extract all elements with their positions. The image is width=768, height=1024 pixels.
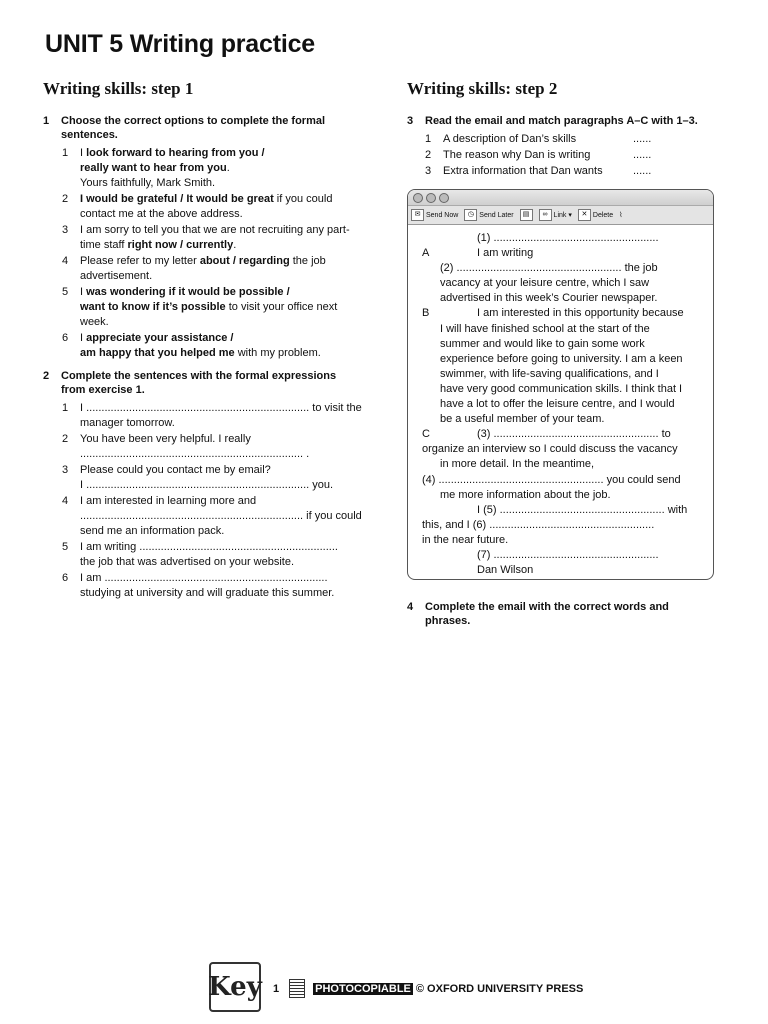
item-text: I was wondering if it would be possible / want to know if it’s possible to visit your office next week. (80, 286, 338, 328)
item-text: I would be grateful / It would be great if you could contact me at the above address. (80, 193, 333, 220)
attach-file-icon: ▤ (520, 209, 533, 221)
clock-icon: ◷ (464, 209, 477, 221)
item-number: 6 (62, 332, 69, 344)
photocopy-icon (289, 979, 305, 998)
item-text: A description of Dan’s skills (443, 133, 577, 145)
list-item (43, 146, 363, 191)
email-line: Dan Wilson (477, 564, 534, 577)
email-line: experience before going to university. I am a keen (440, 352, 683, 365)
email-line: (7) ...................................................... (477, 548, 659, 561)
chevron-down-icon: ▾ (568, 212, 572, 219)
list-item (43, 285, 363, 330)
email-line: vacancy at your leisure centre, which I saw (440, 277, 650, 290)
send-later-label: Send Later (479, 211, 514, 219)
email-line: B I am interested in this opportunity because (422, 307, 684, 320)
list-item (43, 432, 363, 462)
answer-blank: ...... (633, 149, 652, 161)
item-number: 5 (62, 541, 69, 553)
page-footer (209, 958, 583, 1012)
list-item (43, 571, 363, 601)
exercise-number: 3 (407, 115, 414, 127)
email-line: have very good communication skills. I think that I (440, 382, 683, 395)
delete-label: Delete (592, 211, 614, 219)
list-item (43, 331, 363, 361)
email-toolbar (408, 206, 713, 225)
exercise-3-instruction (407, 114, 722, 128)
exercise-number: 2 (43, 370, 50, 382)
email-line: in the near future. (422, 533, 509, 546)
exercise-number: 1 (43, 115, 50, 127)
photocopiable-badge: PHOTOCOPIABLE (315, 983, 411, 995)
copyright-line (313, 983, 583, 995)
item-number: 5 (62, 286, 69, 298)
item-number: 4 (62, 255, 69, 267)
publisher-text: © OXFORD UNIVERSITY PRESS (415, 983, 584, 995)
instruction-text: Complete the sentences with the formal expressions from exercise 1. (61, 370, 337, 396)
link-icon: ∞ (539, 209, 552, 221)
answer-blank: ...... (633, 133, 652, 145)
delete-button[interactable] (578, 209, 613, 221)
email-line: me more information about the job. (440, 488, 611, 501)
item-number: 3 (62, 464, 69, 476)
send-now-label: Send Now (426, 211, 459, 219)
match-item (407, 163, 722, 179)
item-text: I am writing ................................................................. the job that was advertised on your website. (80, 541, 338, 568)
email-line: A I am writing (422, 247, 534, 260)
item-number: 3 (62, 224, 69, 236)
send-icon: ✉ (411, 209, 424, 221)
paperclip-icon: ⌇ (619, 212, 623, 219)
item-text: I am ......................................................................... studying at university and will graduate this summer. (80, 572, 335, 599)
link-label: Link (553, 211, 567, 219)
trash-icon: ✕ (578, 209, 591, 221)
item-number: 2 (62, 193, 69, 205)
item-text: Please could you contact me by email? I ......................................................................... you. (80, 464, 334, 491)
item-text: I appreciate your assistance / am happy that you helped me with my problem. (80, 332, 321, 359)
page-number: 1 (273, 983, 280, 995)
item-number: 3 (425, 165, 432, 177)
item-text: The reason why Dan is writing (443, 149, 591, 161)
exercise-2-instruction (43, 369, 363, 397)
email-line: advertised in this week’s Courier newspaper. (440, 292, 658, 305)
item-number: 2 (62, 433, 69, 445)
right-column (407, 79, 722, 179)
exercise-4-instruction (407, 600, 707, 628)
email-line: be a useful member of your team. (440, 413, 605, 426)
answer-blank: ...... (633, 165, 652, 177)
exercise-number: 4 (407, 601, 414, 613)
email-line: in more detail. In the meantime, (440, 458, 595, 471)
instruction-text: Complete the email with the correct words and phrases. (425, 601, 669, 627)
send-later-button[interactable] (464, 209, 513, 221)
step1-heading: Writing skills: step 1 (43, 79, 194, 98)
item-text: You have been very helpful. I really ......................................................................... . (80, 433, 310, 460)
match-item (407, 147, 722, 163)
item-number: 4 (62, 495, 69, 507)
key-logo: Key (209, 962, 261, 1012)
link-button[interactable] (539, 209, 572, 221)
list-item (43, 254, 363, 284)
email-line: swimmer, with life-saving qualifications, and I (440, 367, 659, 380)
list-item (43, 223, 363, 253)
email-window (407, 189, 714, 580)
minimize-window-icon[interactable] (426, 193, 436, 203)
exercise-1-instruction (43, 114, 363, 142)
paperclip-button[interactable] (619, 211, 622, 219)
item-text: Extra information that Dan wants (443, 165, 603, 177)
item-text: Please refer to my letter about / regarding the job advertisement. (80, 255, 326, 282)
item-number: 2 (425, 149, 432, 161)
exercise-3-items (407, 131, 722, 179)
item-number: 1 (425, 133, 432, 145)
attach-button[interactable] (520, 209, 533, 221)
email-titlebar (408, 190, 713, 206)
email-line: organize an interview so I could discuss the vacancy (422, 443, 678, 456)
email-body[interactable] (408, 225, 713, 578)
email-line: this, and I (6) ...................................................... (422, 518, 655, 531)
instruction-text: Read the email and match paragraphs A–C with 1–3. (425, 115, 698, 127)
close-window-icon[interactable] (413, 193, 423, 203)
item-text: I ......................................................................... to visit the manager tomorrow. (80, 402, 362, 429)
email-line: C (3) ...................................................... to (422, 428, 671, 441)
match-item (407, 131, 722, 147)
item-number: 1 (62, 147, 69, 159)
list-item (43, 463, 363, 493)
send-now-button[interactable] (411, 209, 458, 221)
item-text: I am interested in learning more and ......................................................................... if you could send me an information pack. (80, 495, 362, 537)
email-line: I (5) ...................................................... with (477, 503, 688, 516)
step2-heading: Writing skills: step 2 (407, 79, 558, 98)
item-text: I am sorry to tell you that we are not recruiting any part-time staff right now / currently. (80, 224, 350, 251)
instruction-text: Choose the correct options to complete the formal sentences. (61, 115, 326, 141)
item-number: 6 (62, 572, 69, 584)
left-column (43, 79, 363, 602)
email-line: I will have finished school at the start of the (440, 322, 650, 335)
exercise-1-items (43, 146, 363, 361)
email-line: have a lot to offer the leisure centre, and I would (440, 398, 675, 411)
email-line: (2) ...................................................... the job (440, 262, 658, 275)
page-title: UNIT 5 Writing practice (45, 30, 315, 58)
item-number: 1 (62, 402, 69, 414)
exercise-2-items (43, 401, 363, 601)
zoom-window-icon[interactable] (439, 193, 449, 203)
email-line: summer and would like to gain some work (440, 337, 645, 350)
list-item (43, 540, 363, 570)
email-line: (1) ...................................................... (477, 232, 659, 244)
item-text: I look forward to hearing from you / really want to hear from you. Yours faithfully, Mark Smith. (80, 147, 265, 189)
email-line: (4) ...................................................... you could send (422, 473, 681, 486)
list-item (43, 494, 363, 539)
list-item (43, 192, 363, 222)
list-item (43, 401, 363, 431)
